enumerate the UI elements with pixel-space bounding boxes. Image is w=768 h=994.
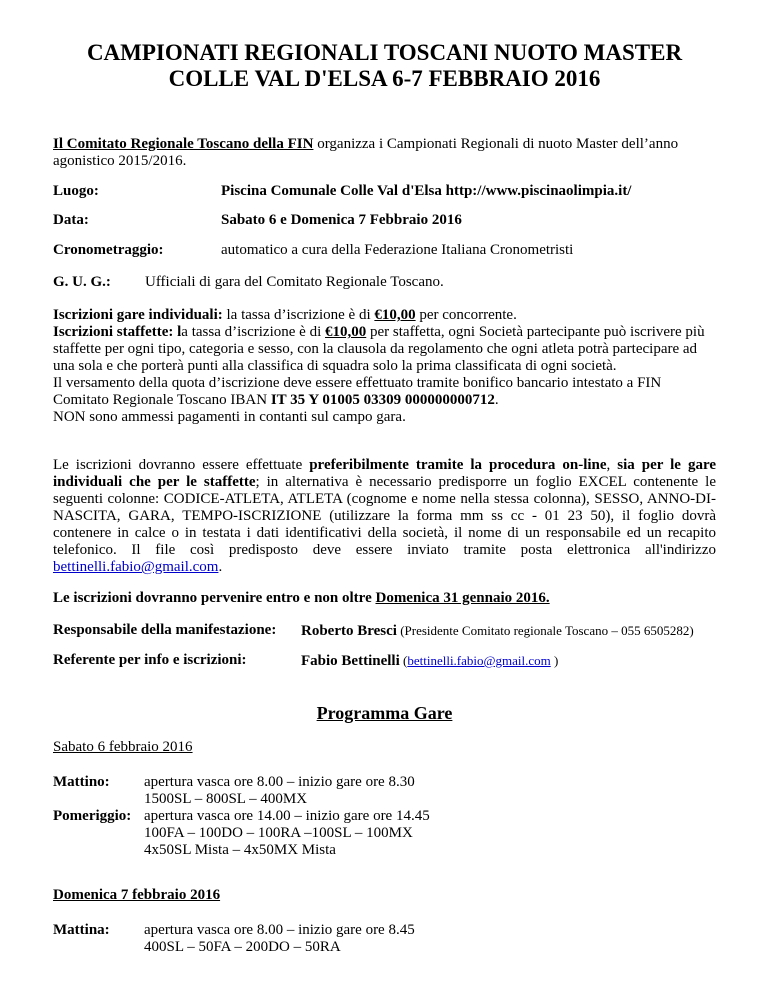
day2-morning xyxy=(53,922,716,956)
registration-text-2: , xyxy=(606,457,618,473)
deadline-line xyxy=(53,590,716,607)
referente-paren-open: ( xyxy=(399,653,408,668)
gug-value: Ufficiali di gara del Comitato Regionale Toscano. xyxy=(145,274,444,290)
day1-morning-lines xyxy=(144,774,415,808)
fee-relay-amount: €10,00 xyxy=(325,324,367,340)
responsabile-value xyxy=(301,622,694,640)
deadline-date: Domenica 31 gennaio 2016. xyxy=(375,590,550,606)
registration-text-3: ; in alternativa è necessario predisporre un foglio EXCEL contenente le seguenti colonne: CODICE-ATLETA, ATLETA (cognome e nome nella stessa colonna), SESSO, ANNO-DI-NASCITA, GARA, TEMPO-ISCRIZIONE (utilizzare la forma mm ss cc - 01 23 50), il foglio dovrà contenere in calce o in testata i dati identificativi della società, il nome di un responsabile ed un recapito telefonico. Il file così predisposto deve essere inviato tramite posta elettronica all'indirizzo xyxy=(53,474,716,558)
luogo-value: Piscina Comunale Colle Val d'Elsa http://www.piscinaolimpia.it/ xyxy=(221,183,632,199)
referente-name: Fabio Bettinelli xyxy=(301,653,400,669)
luogo-label: Luogo: xyxy=(53,183,99,199)
referente-email-link[interactable]: bettinelli.fabio@gmail.com xyxy=(407,653,551,668)
data-value: Sabato 6 e Domenica 7 Febbraio 2016 xyxy=(221,212,462,228)
fee-relay-label: Iscrizioni staffette: l xyxy=(53,324,182,340)
title-line-1: CAMPIONATI REGIONALI TOSCANI NUOTO MASTER xyxy=(86,40,683,65)
data-label: Data: xyxy=(53,212,89,228)
schedule-line: 400SL – 50FA – 200DO – 50RA xyxy=(144,939,341,955)
referente-value xyxy=(301,652,558,670)
schedule-line: 100FA – 100DO – 100RA –100SL – 100MX xyxy=(144,825,413,841)
registration-online: preferibilmente tramite la procedura on-line xyxy=(309,457,607,473)
payment-info xyxy=(53,375,716,409)
no-cash-note: NON sono ammessi pagamenti in contanti sul campo gara. xyxy=(53,409,406,425)
fee-individual-label: Iscrizioni gare individuali: xyxy=(53,307,223,323)
iban-value: IT 35 Y 01005 03309 000000000712 xyxy=(270,392,495,408)
deadline-text: Le iscrizioni dovranno pervenire entro e non oltre xyxy=(53,590,376,606)
fee-individual-end: per concorrente. xyxy=(415,307,517,323)
programma-title: Programma Gare xyxy=(316,703,453,723)
responsabile-label: Responsabile della manifestazione: xyxy=(53,622,277,638)
schedule-line: apertura vasca ore 14.00 – inizio gare ore 14.45 xyxy=(144,808,430,824)
document-title xyxy=(53,40,716,92)
title-line-2: COLLE VAL D'ELSA 6-7 FEBBRAIO 2016 xyxy=(168,66,601,91)
registration-paragraph xyxy=(53,457,716,576)
day1-afternoon-label: Pomeriggio: xyxy=(53,808,132,824)
intro-text: organizza i Campionati Regionali di nuoto Master dell’anno agonistico 2015/2016. xyxy=(53,136,679,169)
referente-label: Referente per info e iscrizioni: xyxy=(53,652,247,668)
registration-text-1: Le iscrizioni dovranno essere effettuate xyxy=(53,457,310,473)
day1-morning xyxy=(53,774,716,808)
fee-relay-text: a tassa d’iscrizione è di xyxy=(181,324,325,340)
schedule-line: apertura vasca ore 8.00 – inizio gare ore 8.45 xyxy=(144,922,415,938)
responsabile-name: Roberto Bresci xyxy=(301,623,397,639)
fee-individual xyxy=(53,307,716,324)
schedule-line: apertura vasca ore 8.00 – inizio gare ore 8.30 xyxy=(144,774,415,790)
day1-morning-label: Mattino: xyxy=(53,774,110,790)
payment-end: . xyxy=(494,392,499,408)
fees-paragraph xyxy=(53,307,716,426)
fee-individual-text: la tassa d’iscrizione è di xyxy=(222,307,375,323)
referente-paren-close: ) xyxy=(550,653,559,668)
day1-afternoon xyxy=(53,808,716,859)
schedule-line: 4x50SL Mista – 4x50MX Mista xyxy=(144,842,336,858)
day1-afternoon-lines xyxy=(144,808,430,859)
registration-text-4: . xyxy=(218,559,223,575)
crono-label: Cronometraggio: xyxy=(53,242,164,258)
fee-relay-rules: per staffetta, ogni Società partecipante può iscrivere più staffette per ogni tipo, categoria e sesso, con la clausola da regolamento che ogni atleta potrà partecipare ad una sola e che porterà punti alla classifica di squadra solo la prima classificata di ogni società. xyxy=(53,324,705,374)
gug-label: G. U. G.: xyxy=(53,274,111,290)
crono-value: automatico a cura della Federazione Italiana Cronometristi xyxy=(221,242,574,258)
day1-title: Sabato 6 febbraio 2016 xyxy=(53,739,193,755)
fee-individual-amount: €10,00 xyxy=(374,307,416,323)
registration-email-link[interactable]: bettinelli.fabio@gmail.com xyxy=(53,559,219,575)
fee-relay xyxy=(53,324,716,375)
day2-morning-label: Mattina: xyxy=(53,922,110,938)
payment-text: Il versamento della quota d’iscrizione deve essere effettuato tramite bonifico bancario intestato a FIN Comitato Regionale Toscano IBAN xyxy=(53,375,662,408)
registration-scope: sia per le gare individuali che per le staffette xyxy=(53,457,716,490)
responsabile-note: (Presidente Comitato regionale Toscano – 055 6505282) xyxy=(396,623,694,638)
schedule-line: 1500SL – 800SL – 400MX xyxy=(144,791,308,807)
intro-paragraph xyxy=(53,136,716,170)
day2-morning-lines xyxy=(144,922,415,956)
organizer-name: Il Comitato Regionale Toscano della FIN xyxy=(53,136,314,152)
day2-title: Domenica 7 febbraio 2016 xyxy=(53,887,221,903)
